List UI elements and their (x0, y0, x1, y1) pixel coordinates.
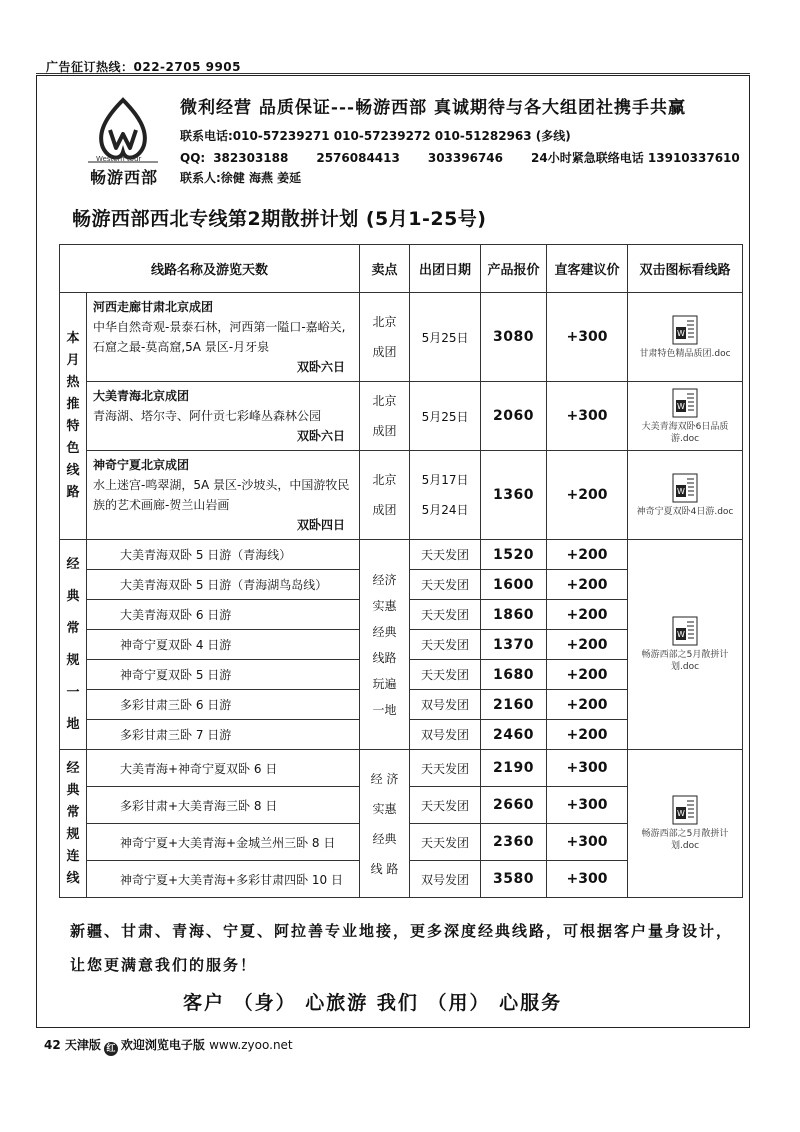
suggested-price: +200 (547, 570, 628, 600)
suggested-price: +200 (547, 660, 628, 690)
table-row (60, 293, 743, 382)
table-row (60, 540, 743, 570)
suggested-price: +200 (547, 540, 628, 570)
route-name: 神奇宁夏北京成团 水上迷宫-鸣翠湖，5A 景区-沙坡头，中国游牧民族的艺术画廊-贺兰山岩画 双卧四日 (87, 451, 360, 540)
section-label-hot: 本 月 热 推 特 色 线 路 (60, 293, 87, 540)
svg-text:W: W (677, 328, 685, 338)
route-name: 神奇宁夏+大美青海+金城兰州三卧 8 日 (87, 824, 360, 861)
qq-number: 2576084413 (316, 151, 400, 165)
suggested-price: +200 (547, 630, 628, 660)
depart-date: 天天发团 (410, 600, 481, 630)
depart-date: 天天发团 (410, 787, 481, 824)
selling-point: 北京 成团 (360, 451, 410, 540)
word-doc-icon[interactable] (672, 473, 698, 503)
product-price: 1860 (481, 600, 547, 630)
depart-date: 天天发团 (410, 824, 481, 861)
contact-phone: 联系电话:010-57239271 010-57239272 010-51282963 (多线) (180, 129, 571, 143)
route-doc-link[interactable]: W 甘肃特色精品质团.doc (628, 293, 743, 382)
suggested-price: +200 (547, 690, 628, 720)
depart-date: 双号发团 (410, 861, 481, 898)
suggested-price: +200 (547, 600, 628, 630)
contact-qq (180, 149, 768, 166)
selling-point: 经 济 实惠 经典 线 路 (360, 750, 410, 898)
footer-url[interactable]: www.zyoo.net (209, 1038, 293, 1052)
route-name: 河西走廊甘肃北京成团 中华自然奇观-景泰石林，河西第一隘口-嘉峪关,石窟之最-莫高窟,5A 景区-月牙泉 双卧六日 (87, 293, 360, 382)
top-divider (36, 73, 750, 74)
route-name: 大美青海双卧 5 日游（青海线） (87, 540, 360, 570)
product-price: 3580 (481, 861, 547, 898)
qq-number: 303396746 (427, 151, 504, 165)
table-row (60, 451, 743, 540)
selling-point: 北京 成团 (360, 293, 410, 382)
suggested-price: +300 (547, 293, 628, 382)
word-doc-icon[interactable] (672, 388, 698, 418)
slogan: 微利经营 品质保证---畅游西部 真诚期待与各大组团社携手共赢 (180, 98, 687, 118)
section-label-combo: 经 典 常 规 连 线 (60, 750, 87, 898)
suggested-price: +300 (547, 750, 628, 787)
route-doc-link[interactable]: W 畅游西部之5月散拼计划.doc (628, 750, 743, 898)
depart-date: 天天发团 (410, 570, 481, 600)
word-doc-icon[interactable] (672, 795, 698, 825)
route-name: 多彩甘肃三卧 7 日游 (87, 720, 360, 750)
product-price: 1360 (481, 451, 547, 540)
route-name: 神奇宁夏双卧 5 日游 (87, 660, 360, 690)
depart-date: 5月25日 (410, 293, 481, 382)
word-doc-icon[interactable] (672, 616, 698, 646)
contact-persons: 联系人:徐健 海燕 姜延 (180, 171, 302, 185)
logo-title: 畅游西部 (89, 168, 158, 187)
table-row (60, 750, 743, 787)
qq-number: 382303188 (213, 151, 289, 165)
svg-text:W: W (677, 809, 685, 818)
selling-point: 经济 实惠 经典 线路 玩遍 一地 (360, 540, 410, 750)
table-row (60, 382, 743, 451)
suggested-price: +200 (547, 720, 628, 750)
header-date: 出团日期 (410, 245, 481, 293)
svg-text:W: W (677, 401, 685, 411)
depart-date: 双号发团 (410, 690, 481, 720)
route-name: 大美青海双卧 5 日游（青海湖鸟岛线） (87, 570, 360, 600)
depart-date: 5月25日 (410, 382, 481, 451)
depart-date: 天天发团 (410, 660, 481, 690)
suggested-price: +300 (547, 382, 628, 451)
route-name: 大美青海双卧 6 日游 (87, 600, 360, 630)
product-price: 1520 (481, 540, 547, 570)
product-price: 2160 (481, 690, 547, 720)
svg-text:W: W (677, 486, 685, 496)
page-number: 42 天津版 (44, 1038, 101, 1052)
suggested-price: +300 (547, 824, 628, 861)
svg-text:W: W (677, 630, 685, 639)
selling-point: 北京 成团 (360, 382, 410, 451)
product-price: 1680 (481, 660, 547, 690)
header-route: 线路名称及游览天数 (60, 245, 360, 293)
product-price: 2660 (481, 787, 547, 824)
product-price: 2190 (481, 750, 547, 787)
product-price: 3080 (481, 293, 547, 382)
route-name: 神奇宁夏+大美青海+多彩甘肃四卧 10 日 (87, 861, 360, 898)
route-doc-link[interactable]: W 畅游西部之5月散拼计划.doc (628, 540, 743, 750)
depart-date: 天天发团 (410, 630, 481, 660)
logo-subtitle: Western tour (96, 155, 142, 163)
depart-date: 天天发团 (410, 540, 481, 570)
route-name: 大美青海+神奇宁夏双卧 6 日 (87, 750, 360, 787)
product-price: 2060 (481, 382, 547, 451)
red-badge-icon: 红 (104, 1042, 118, 1056)
route-doc-link[interactable]: W 大美青海双卧6日品质游.doc (628, 382, 743, 451)
ad-hotline: 广告征订热线：022-2705 9905 (46, 60, 242, 74)
suggested-price: +200 (547, 451, 628, 540)
route-doc-link[interactable]: W 神奇宁夏双卧4日游.doc (628, 451, 743, 540)
suggested-price: +300 (547, 861, 628, 898)
route-name: 神奇宁夏双卧 4 日游 (87, 630, 360, 660)
header-price: 产品报价 (481, 245, 547, 293)
header-suggest: 直客建议价 (547, 245, 628, 293)
product-price: 2460 (481, 720, 547, 750)
depart-date: 天天发团 (410, 750, 481, 787)
footer-text: 欢迎浏览电子版 (120, 1038, 205, 1052)
routes-table (59, 244, 743, 898)
footer (44, 1036, 293, 1056)
header-view: 双击图标看线路 (628, 245, 743, 293)
depart-date: 双号发团 (410, 720, 481, 750)
section-label-classic: 经 典 常 规 一 地 (60, 540, 87, 750)
table-header-row (60, 245, 743, 293)
plan-title: 畅游西部西北专线第2期散拼计划 (5月1-25号) (72, 208, 487, 230)
emergency-phone: 24小时紧急联络电话 13910337610 (531, 151, 740, 165)
route-name: 多彩甘肃+大美青海三卧 8 日 (87, 787, 360, 824)
qq-label: QQ: (180, 151, 206, 165)
service-motto: 客户 （身） 心旅游 我们 （用） 心服务 (183, 992, 563, 1014)
product-price: 2360 (481, 824, 547, 861)
product-price: 1370 (481, 630, 547, 660)
header-selling-point: 卖点 (360, 245, 410, 293)
depart-date: 5月17日 5月24日 (410, 451, 481, 540)
product-price: 1600 (481, 570, 547, 600)
promo-text: 新疆、甘肃、青海、宁夏、阿拉善专业地接，更多深度经典线路，可根据客户量身设计，让您更满意我们的服务！ (70, 922, 734, 974)
word-doc-icon[interactable] (672, 315, 698, 345)
suggested-price: +300 (547, 787, 628, 824)
route-name: 多彩甘肃三卧 6 日游 (87, 690, 360, 720)
route-name: 大美青海北京成团 青海湖、塔尔寺、阿什贡七彩峰丛森林公园 双卧六日 (87, 382, 360, 451)
